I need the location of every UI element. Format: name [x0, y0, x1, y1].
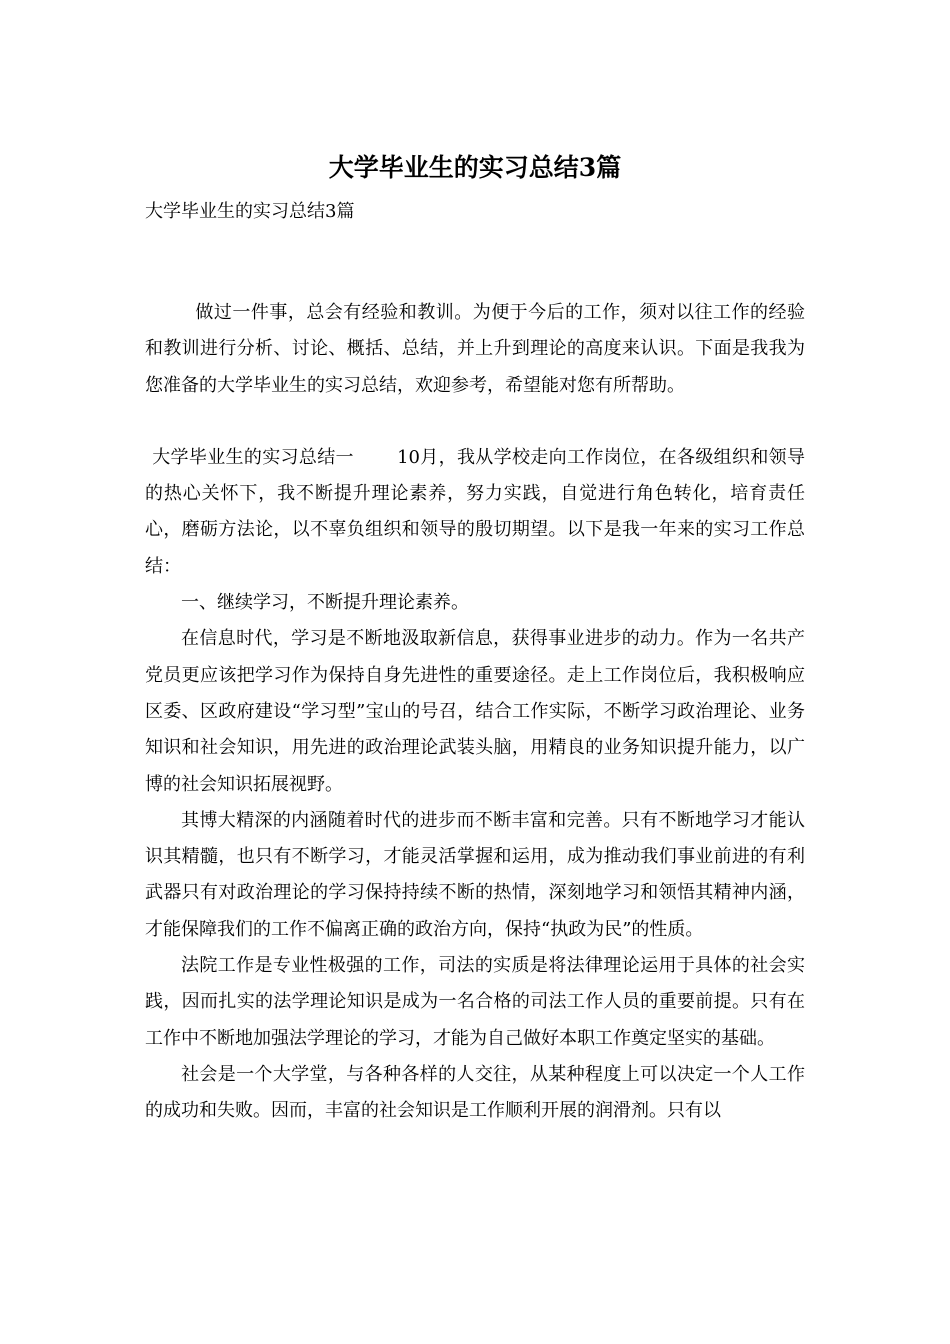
document-subtitle: 大学毕业生的实习总结3篇: [145, 201, 355, 222]
section-heading: 大学毕业生的实习总结一: [152, 446, 354, 468]
body-paragraph-2: 其博大精深的内涵随着时代的进步而不断丰富和完善。只有不断地学习才能认识其精髓，也只有不断学习，才能灵活掌握和运用，成为推动我们事业前进的有利武器只有对政治理论的学习保持持续不断的热情，深刻地学习和领悟其精神内涵，才能保障我们的工作不偏离正确的政治方向，保持“执政为民”的性质。: [145, 809, 805, 940]
section-lead: 10月，我从学校走向工作岗位，在各级组织和领导的热心关怀下，我不断提升理论素养，努力实践，自觉进行角色转化，培育责任心，磨砺方法论，以不辜负组织和领导的殷切期望。以下是我一年来的实习工作总结：: [145, 446, 805, 577]
body-paragraph-1: 在信息时代，学习是不断地汲取新信息，获得事业进步的动力。作为一名共产党员更应该把学习作为保持自身先进性的重要途径。走上工作岗位后，我积极响应区委、区政府建设“学习型”宝山的号召，结合工作实际，不断学习政治理论、业务知识和社会知识，用先进的政治理论武装头脑，用精良的业务知识提升能力，以广博的社会知识拓展视野。: [145, 628, 805, 795]
document-title: 大学毕业生的实习总结3篇: [328, 153, 622, 182]
point-one-heading: 一、继续学习，不断提升理论素养。: [181, 592, 469, 614]
intro-paragraph: 做过一件事，总会有经验和教训。为便于今后的工作，须对以往工作的经验和教训进行分析、讨论、概括、总结，并上升到理论的高度来认识。下面是我我为您准备的大学毕业生的实习总结，欢迎参考，希望能对您有所帮助。: [145, 302, 805, 396]
body-paragraph-3: 法院工作是专业性极强的工作，司法的实质是将法律理论运用于具体的社会实践，因而扎实的法学理论知识是成为一名合格的司法工作人员的重要前提。只有在工作中不断地加强法学理论的学习，才能为自己做好本职工作奠定坚实的基础。: [145, 955, 805, 1049]
document-body: [145, 295, 805, 1130]
body-paragraph-4: 社会是一个大学堂，与各种各样的人交往，从某种程度上可以决定一个人工作的成功和失败。因而，丰富的社会知识是工作顺利开展的润滑剂。只有以: [145, 1063, 805, 1122]
section-one-paragraph: [145, 440, 805, 585]
